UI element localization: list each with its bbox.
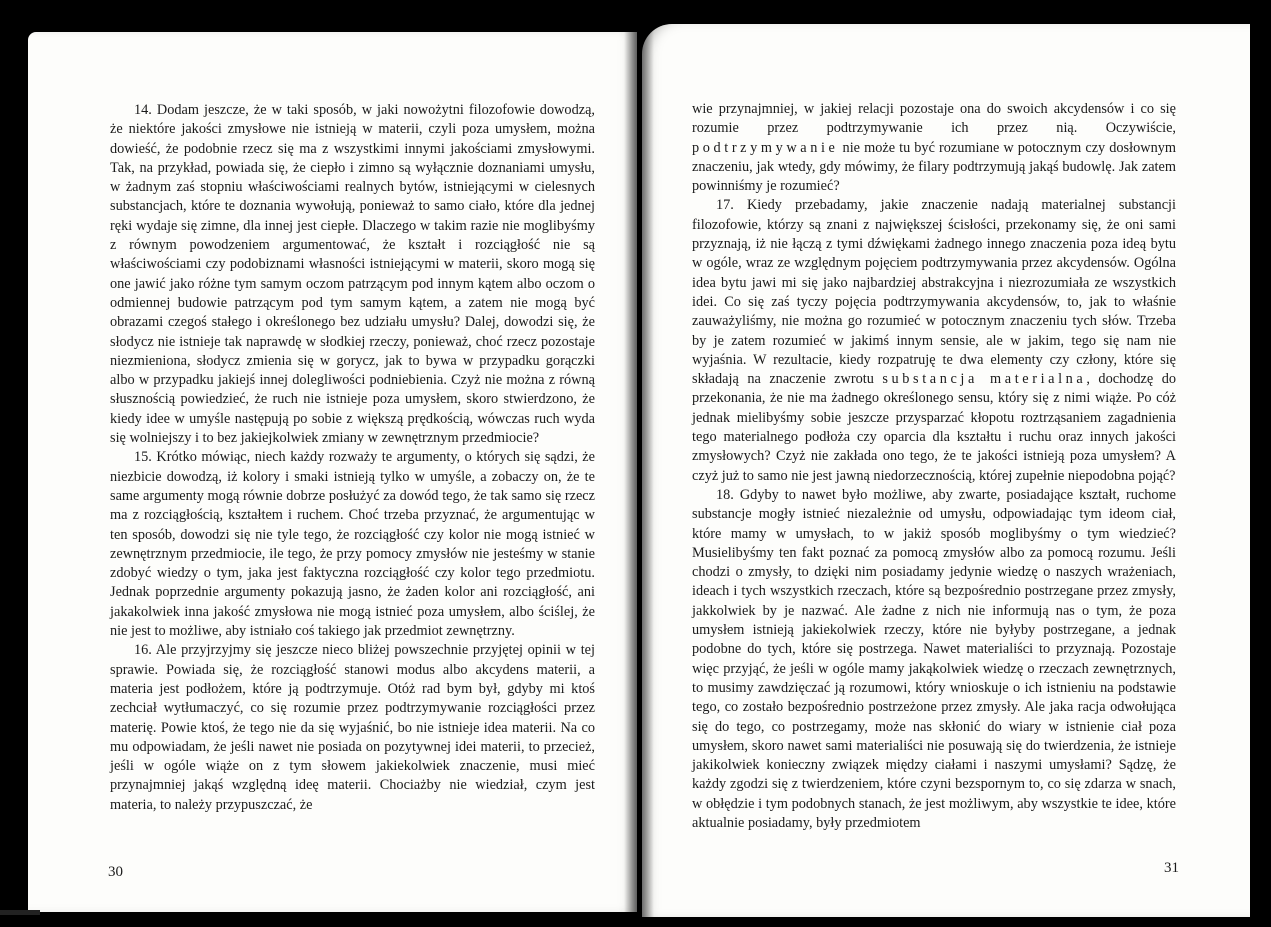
paragraph-17 — [692, 196, 1176, 485]
page-number-left: 30 — [108, 864, 123, 880]
spaced-term-substancja-materialna: substancja materialna — [882, 371, 1087, 388]
spaced-term-podtrzymywanie: podtrzymywanie — [692, 139, 839, 156]
text-run: , dochodzę do przekonania, że nie ma żadnego określonego sensu, który się z nimi wiąże. Po cóż jednak mielibyśmy sobie jeszcze przysparzać kłopotu roztrząsaniem zagadnienia tego materialnego podłoża czy oparcia dla kształtu i ruchu oraz innych jakości zmysłowych? Czyż nie zakłada ono tego, że te jakości istnieją poza umysłem? A czyż już to samo nie jest jawną niedorzecznością, której zupełnie niepodobna pojąć? — [692, 371, 1176, 484]
right-page-text — [692, 100, 1176, 833]
text-run: 17. Kiedy przebadamy, jakie znaczenie nadają materialnej substancji filozofowie, którzy są znani z największej ścisłości, przekonamy się, że oni sami przyznają, iż nie łączą z tymi dźwiękami żadnego innego znaczenia poza ideą bytu w ogóle, wraz ze względnym pojęciem podtrzymywania przez akcydensów. Ogólna idea bytu jawi mi się jako najbardziej abstrakcyjna i niezrozumiała ze wszystkich idei. Co się zaś tyczy pojęcia podtrzymywania akcydensów, to, jak to właśnie zauważyliśmy, nie można go rozumieć w potocznym znaczeniu tych słów. Trzeba by je zatem rozumieć w jakimś innym sensie, ale w jakim, tego się nam nie wyjaśnia. W rezultacie, kiedy rozpatruję te dwa elementy czy człony, które się składają na znaczenie zwrotu — [692, 197, 1176, 388]
text-run: nie może tu być rozumiane w potocznym czy dosłownym znaczeniu, jak wtedy, gdy mówimy, że filary podtrzymują jakąś budowlę. Jak zatem powinniśmy je rozumieć? — [692, 139, 1176, 195]
paragraph-15: 15. Krótko mówiąc, niech każdy rozważy te argumenty, o których się sądzi, że niezbicie dowodzą, iż kolory i smaki istnieją tylko w umyśle, a zobaczy on, że te same argumenty mogą równie dobrze posłużyć za dowód tego, że tak samo się rzecz ma z rozciągłością, kształtem i ruchem. Choć trzeba przyznać, że argumentując w ten sposób, dowodzi się nie tyle tego, że rozciągłość czy kolor nie mogą istnieć w zewnętrznym przedmiocie, ile tego, że przy pomocy zmysłów nie jesteśmy w stanie zdobyć wiedzy o tym, jaka jest faktyczna rozciągłość czy kolor tego przedmiotu. Jednak poprzednie argumenty pokazują jasno, że żaden kolor ani rozciągłość, ani jakakolwiek inna jakość zmysłowa nie mogą istnieć poza umysłem, albo ściślej, że nie jest to możliwe, aby istniało coś takiego jak przedmiot zewnętrzny. — [110, 449, 595, 640]
text-run: wie przynajmniej, w jakiej relacji pozostaje ona do swoich akcydensów i co się rozumie przez podtrzymywanie ich przez nią. Oczywiście, — [692, 101, 1176, 137]
paragraph-16: 16. Ale przyjrzyjmy się jeszcze nieco bliżej powszechnie przyjętej opinii w tej sprawie. Powiada się, że rozciągłość stanowi modus albo akcydens materii, a materia jest podłożem, które ją podtrzymuje. Otóż rad bym był, gdyby mi ktoś zechciał wytłumaczyć, co się rozumie przez podtrzymywanie rozciągłości przez materię. Powie ktoś, że tego nie da się wyjaśnić, bo nie istnieje idea materii. Na co mu odpowiadam, że jeśli nawet nie posiada on pozytywnej idei materii, to przecież, jeśli w ogóle wiąże on z tym słowem jakiekolwiek znaczenie, musi mieć przynajmniej jakąś względną ideę materii. Chociażby nie wiedział, czym jest materia, to należy przypuszczać, że — [110, 642, 595, 813]
paragraph-16-continued — [692, 100, 1176, 196]
paragraph-18: 18. Gdyby to nawet było możliwe, aby zwarte, posiadające kształt, ruchome substancje mogły istnieć niezależnie od umysłu, odpowiadając tym ideom ciał, które mamy w umysłach, to w jakiż sposób moglibyśmy o tym wiedzieć? Musielibyśmy ten fakt poznać za pomocą zmysłów albo za pomocą rozumu. Jeśli chodzi o zmysły, to dzięki nim posiadamy jedynie wiedzę o naszych wrażeniach, ideach i tych wszystkich rzeczach, które są bezpośrednio postrzegane przez zmysły, jakkolwiek by je nazwać. Ale żadne z nich nie informują nas o tym, że poza umysłem istnieją jakiekolwiek rzeczy, które nie byłyby postrzegane, a jednak podobne do tych, które się postrzega. Nawet materialiści to przyznają. Pozostaje więc przyjąć, że jeśli w ogóle mamy jakąkolwiek wiedzę o rzeczach zewnętrznych, to musimy zawdzięczać ją rozumowi, który wnioskuje o ich istnieniu na podstawie tego, co zostało bezpośrednio postrzeżone przez zmysły. Ale jaka racja odwołująca się do tego, co postrzegamy, może nas skłonić do wiary w istnienie ciał poza umysłem, skoro nawet sami materialiści nie posuwają się do twierdzenia, że istnieje jakikolwiek konieczny związek między ciałami i naszymi umysłami? Sądzę, że każdy zgodzi się z twierdzeniem, które czyni bezspornym to, co się zdarza w snach, w obłędzie i tym podobnych stanach, że jest możliwym, aby wszystkie te idee, które aktualnie posiadamy, były przedmiotem — [692, 486, 1176, 831]
left-page — [28, 32, 637, 912]
right-page — [642, 24, 1250, 917]
page-number-right: 31 — [1164, 860, 1179, 876]
paragraph-14: 14. Dodam jeszcze, że w taki sposób, w jaki nowożytni filozofowie dowodzą, że niektóre jakości zmysłowe nie istnieją w materii, czyli poza umysłem, można dowieść, że podobnie rzecz się ma z wszystkimi innymi jakościami zmysłowymi. Tak, na przykład, powiada się, że ciepło i zimno są wyłącznie doznaniami umysłu, w żadnym zaś stopniu właściwościami realnych bytów, istniejącymi w cielesnych substancjach, które te doznania wywołują, ponieważ to samo ciało, które dla jednej ręki wydaje się zimne, dla innej jest ciepłe. Dlaczego w takim razie nie moglibyśmy z równym powodzeniem argumentować, że kształt i rozciągłość nie są właściwościami czy podobiznami własności istniejącymi w materii, skoro mogą się one jawić jako różne tym samym oczom patrzącym pod innym kątem albo oczom o odmiennej budowie patrzącym pod tym samym kątem, a zatem nie mogą być obrazami czegoś stałego i określonego bez udziału umysłu? Dalej, dowodzi się, że słodycz nie istnieje tak naprawdę w słodkiej rzeczy, ponieważ, choć rzecz pozostaje niezmieniona, słodycz zmienia się w gorycz, jak to bywa w przypadku gorączki albo w przypadku jakiejś innej dolegliwości podniebienia. Czyż nie można z równą słusznością powiedzieć, że ruch nie istnieje poza umysłem, skoro stwierdzono, że kiedy idee w umyśle następują po sobie z większą prędkością, wówczas ruch wyda się wolniejszy i to bez jakiejkolwiek zmiany w zewnętrznym przedmiocie? — [110, 102, 595, 447]
scan-edge — [0, 910, 40, 915]
left-page-text — [110, 101, 595, 815]
book-gutter — [624, 24, 654, 917]
